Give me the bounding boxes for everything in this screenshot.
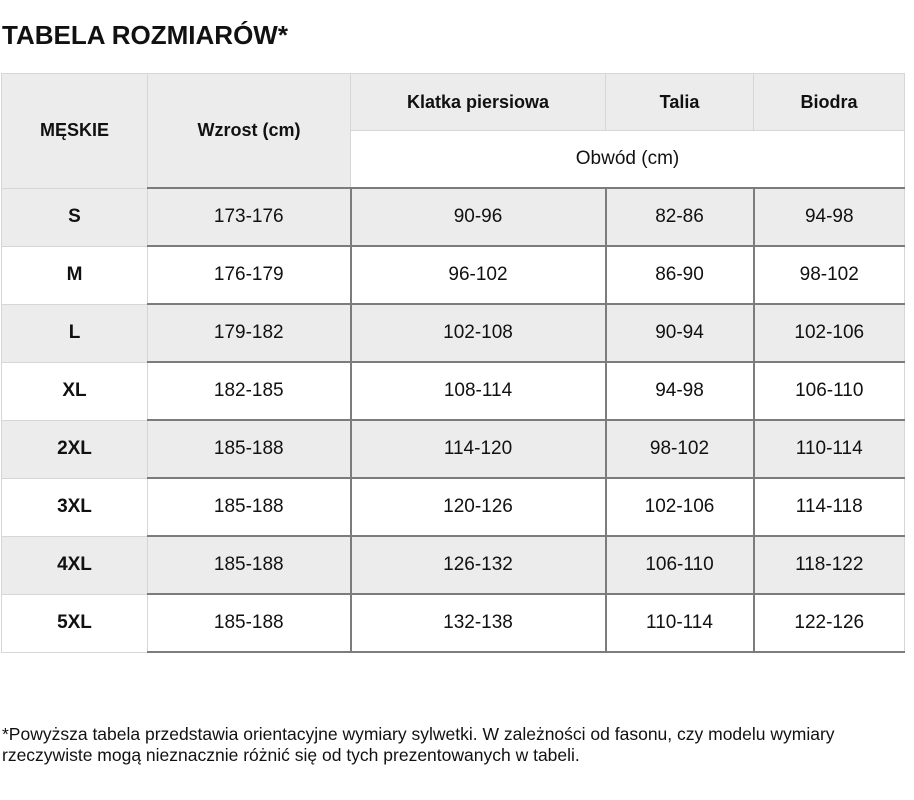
height-cell: 185-188 (148, 536, 351, 594)
height-cell: 179-182 (148, 304, 351, 362)
size-cell: L (2, 304, 148, 362)
chest-cell: 114-120 (351, 420, 606, 478)
table-row (2, 362, 905, 420)
circumference-header: Obwód (cm) (351, 131, 905, 189)
waist-cell: 86-90 (606, 246, 754, 304)
height-cell: 185-188 (148, 420, 351, 478)
size-chart-table (1, 73, 905, 653)
chest-header: Klatka piersiowa (351, 74, 606, 131)
size-rows (2, 188, 905, 652)
header-row (2, 74, 905, 131)
size-cell: 4XL (2, 536, 148, 594)
height-cell: 182-185 (148, 362, 351, 420)
height-header: Wzrost (cm) (148, 74, 351, 189)
size-cell: M (2, 246, 148, 304)
table-row (2, 536, 905, 594)
waist-cell: 94-98 (606, 362, 754, 420)
height-cell: 176-179 (148, 246, 351, 304)
chest-cell: 102-108 (351, 304, 606, 362)
chest-cell: 126-132 (351, 536, 606, 594)
waist-cell: 102-106 (606, 478, 754, 536)
height-cell: 173-176 (148, 188, 351, 246)
hips-header: Biodra (754, 74, 905, 131)
size-cell: 5XL (2, 594, 148, 652)
size-cell: S (2, 188, 148, 246)
waist-header: Talia (606, 74, 754, 131)
chest-cell: 96-102 (351, 246, 606, 304)
table-row (2, 246, 905, 304)
waist-cell: 110-114 (606, 594, 754, 652)
hips-cell: 114-118 (754, 478, 905, 536)
hips-cell: 98-102 (754, 246, 905, 304)
size-cell: 2XL (2, 420, 148, 478)
table-row (2, 420, 905, 478)
table-row (2, 478, 905, 536)
hips-cell: 110-114 (754, 420, 905, 478)
table-row (2, 594, 905, 652)
waist-cell: 98-102 (606, 420, 754, 478)
height-cell: 185-188 (148, 594, 351, 652)
chest-cell: 108-114 (351, 362, 606, 420)
waist-cell: 82-86 (606, 188, 754, 246)
hips-cell: 102-106 (754, 304, 905, 362)
chest-cell: 120-126 (351, 478, 606, 536)
size-cell: 3XL (2, 478, 148, 536)
table-row (2, 304, 905, 362)
chest-cell: 90-96 (351, 188, 606, 246)
chest-cell: 132-138 (351, 594, 606, 652)
hips-cell: 118-122 (754, 536, 905, 594)
hips-cell: 106-110 (754, 362, 905, 420)
size-cell: XL (2, 362, 148, 420)
corner-header: MĘSKIE (2, 74, 148, 189)
hips-cell: 122-126 (754, 594, 905, 652)
table-row (2, 188, 905, 246)
hips-cell: 94-98 (754, 188, 905, 246)
height-cell: 185-188 (148, 478, 351, 536)
footnote: *Powyższa tabela przedstawia orientacyjne wymiary sylwetki. W zależności od fasonu, czy modelu wymiary rzeczywiste mogą nieznacznie różnić się od tych prezentowanych w tabeli. (2, 724, 835, 765)
page-title: TABELA ROZMIARÓW* (2, 20, 288, 50)
waist-cell: 90-94 (606, 304, 754, 362)
waist-cell: 106-110 (606, 536, 754, 594)
